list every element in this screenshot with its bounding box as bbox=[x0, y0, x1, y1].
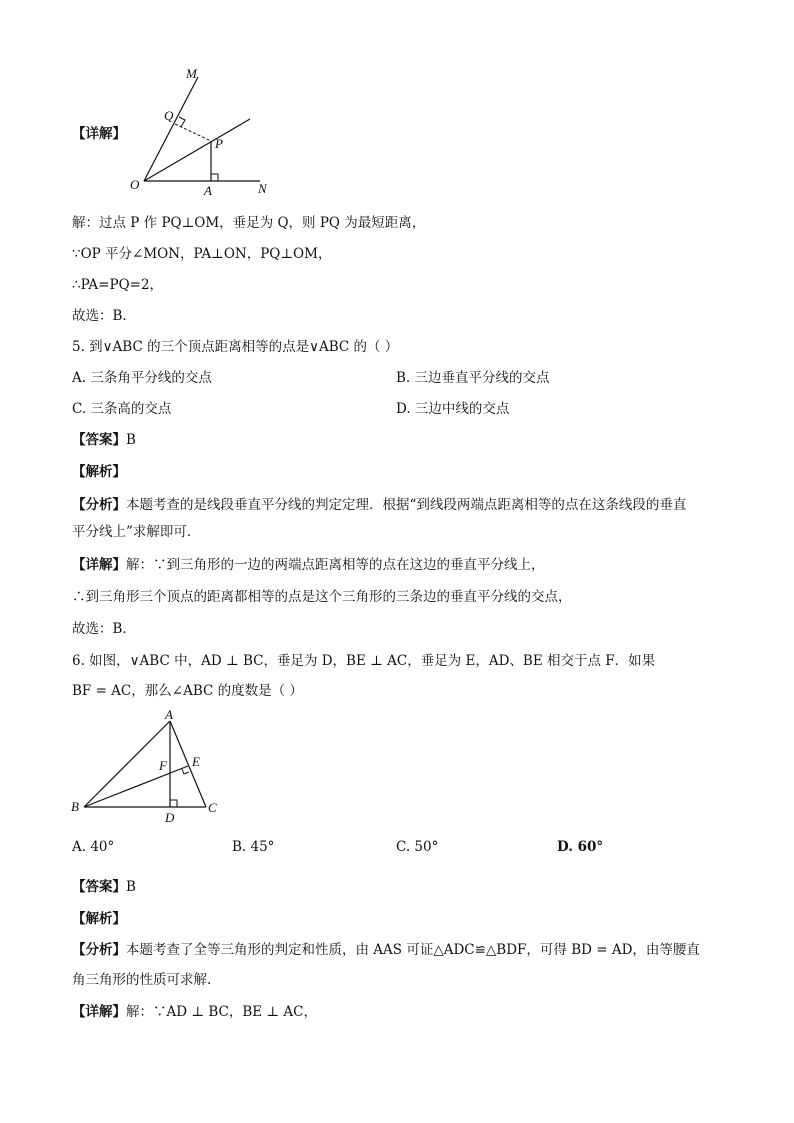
q6-fenxi-text-1: 本题考查了全等三角形的判定和性质，由 AAS 可证△ADC≌△BDF，可得 BD = AD，由等腰直 bbox=[126, 942, 700, 958]
q5-fenxi-text-1: 本题考查的是线段垂直平分线的判定定理．根据“到线段两端点距离相等的点在这条线段的垂直 bbox=[126, 497, 687, 513]
q5-stem: 5. 到∨ABC 的三个顶点距离相等的点是∨ABC 的（ ） bbox=[72, 339, 399, 355]
side-ac bbox=[170, 721, 206, 807]
label-p: P bbox=[215, 136, 223, 151]
q6-detail-text-1: 解：∵AD ⊥ BC，BE ⊥ AC， bbox=[126, 1004, 317, 1020]
triangle-figure bbox=[66, 706, 236, 830]
right-angle-mark-a bbox=[211, 174, 218, 181]
label-b: B bbox=[71, 799, 79, 814]
label-f: F bbox=[159, 758, 167, 773]
q5-analysis-tag: 【解析】 bbox=[72, 464, 126, 480]
q6-option-a: A. 40° bbox=[72, 839, 115, 855]
label-q: Q bbox=[164, 108, 174, 123]
side-ab bbox=[84, 721, 170, 807]
q4-detail-1: 解：过点 P 作 PQ⊥OM，垂足为 Q，则 PQ 为最短距离， bbox=[72, 215, 426, 231]
q5-fenxi-2: 平分线上”求解即可． bbox=[72, 524, 201, 540]
label-a: A bbox=[165, 707, 173, 722]
segment-pq-dashed bbox=[175, 124, 211, 141]
q6-fenxi-2: 角三角形的性质可求解. bbox=[72, 972, 212, 988]
right-angle-mark-e bbox=[182, 769, 189, 774]
label-o: O bbox=[130, 177, 140, 192]
q6-option-d: D. 60° bbox=[557, 839, 604, 855]
fig1-detail-tag: 【详解】 bbox=[72, 126, 126, 142]
label-n: N bbox=[258, 181, 267, 196]
q6-stem-2: BF = AC，那么∠ABC 的度数是（ ） bbox=[72, 683, 303, 699]
q4-detail-2: ∵OP 平分∠MON，PA⊥ON，PQ⊥OM， bbox=[72, 246, 332, 262]
q6-option-b: B. 45° bbox=[232, 839, 275, 855]
q6-answer bbox=[72, 878, 136, 896]
q4-detail-3: ∴PA=PQ=2， bbox=[72, 277, 164, 293]
q6-detail-tag: 【详解】 bbox=[72, 1004, 126, 1020]
right-angle-mark-q bbox=[179, 117, 185, 127]
q4-detail-4: 故选：B． bbox=[72, 308, 136, 324]
altitude-be bbox=[84, 766, 188, 807]
q6-stem-1: 6. 如图，∨ABC 中，AD ⊥ BC，垂足为 D，BE ⊥ AC，垂足为 E，AD、BE 相交于点 F．如果 bbox=[72, 653, 656, 669]
q6-fenxi-tag: 【分析】 bbox=[72, 942, 126, 958]
q6-detail-1 bbox=[72, 1003, 317, 1021]
q5-option-b: B. 三边垂直平分线的交点 bbox=[396, 370, 550, 386]
q5-option-a: A. 三条角平分线的交点 bbox=[72, 370, 212, 386]
q5-detail-3: 故选：B． bbox=[72, 621, 136, 637]
q5-answer-value: B bbox=[126, 432, 136, 448]
q5-fenxi-tag: 【分析】 bbox=[72, 497, 126, 513]
angle-bisector-figure bbox=[120, 62, 280, 198]
q6-answer-value: B bbox=[126, 879, 136, 895]
q5-detail-2: ∴到三角形三个顶点的距离都相等的点是这个三角形的三条边的垂直平分线的交点， bbox=[72, 589, 572, 605]
label-m: M bbox=[186, 66, 197, 81]
q6-answer-tag: 【答案】 bbox=[72, 879, 126, 895]
q5-detail-text-1: 解：∵到三角形的一边的两端点距离相等的点在这边的垂直平分线上， bbox=[126, 557, 545, 573]
label-c: C bbox=[208, 800, 217, 815]
label-e: E bbox=[192, 754, 200, 769]
q5-option-c: C. 三条高的交点 bbox=[72, 401, 172, 417]
q5-answer-tag: 【答案】 bbox=[72, 432, 126, 448]
q6-fenxi-1 bbox=[72, 941, 700, 959]
label-d: D bbox=[165, 810, 175, 825]
q6-option-c: C. 50° bbox=[396, 839, 439, 855]
q5-fenxi-1 bbox=[72, 496, 686, 514]
q5-option-d: D. 三边中线的交点 bbox=[396, 401, 510, 417]
label-a: A bbox=[204, 183, 212, 198]
right-angle-mark-d bbox=[170, 800, 177, 807]
q6-analysis-tag: 【解析】 bbox=[72, 911, 126, 927]
q5-detail-1 bbox=[72, 556, 545, 574]
q5-detail-tag: 【详解】 bbox=[72, 557, 126, 573]
q5-answer bbox=[72, 431, 136, 449]
